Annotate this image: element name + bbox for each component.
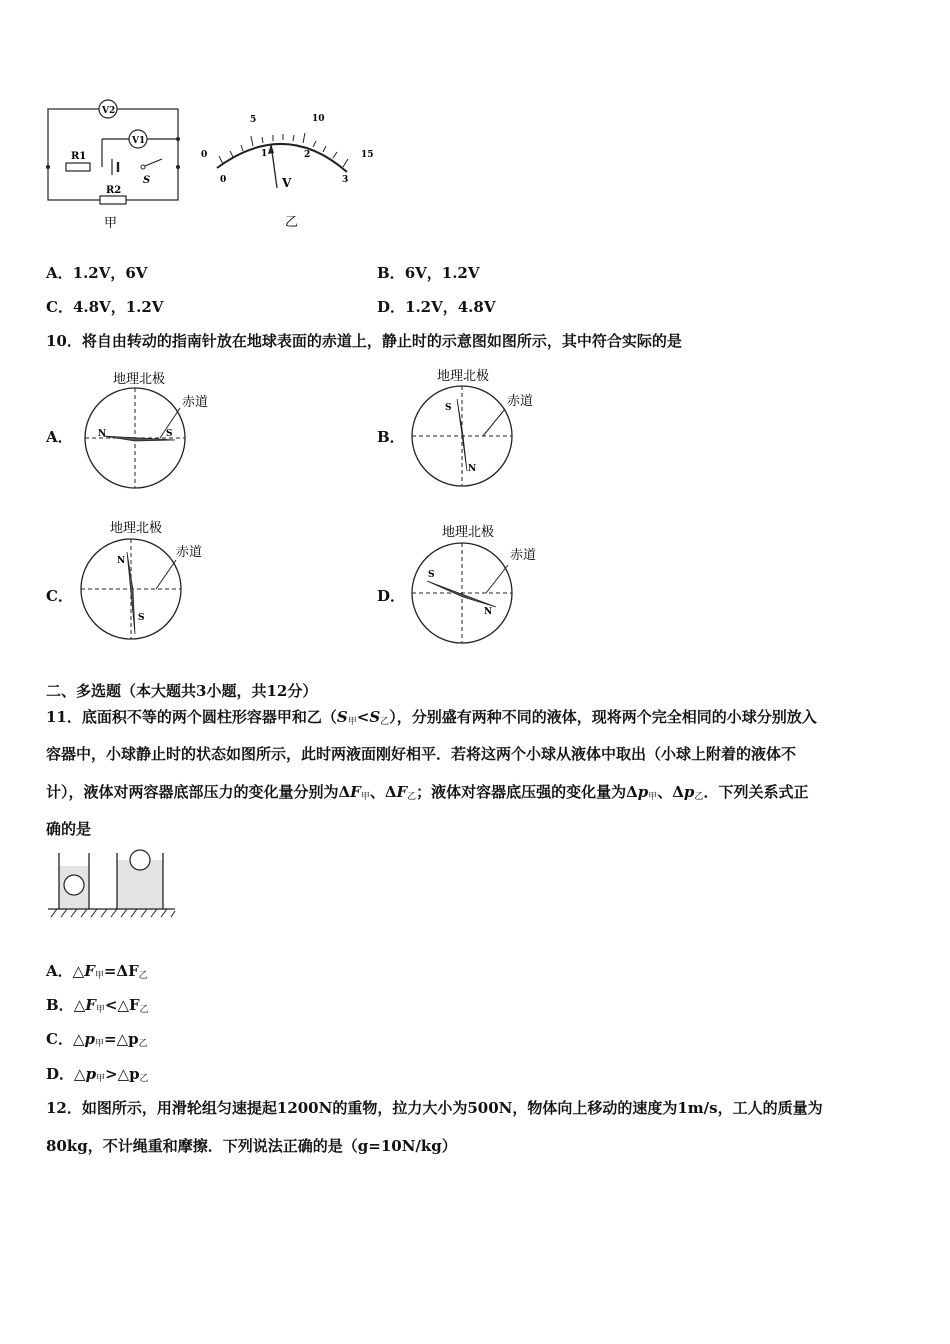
inner-tick-2: 2 [304, 150, 311, 160]
needle-n: N [98, 429, 107, 439]
inner-tick-3: 3 [342, 175, 349, 185]
needle-s: S [445, 403, 452, 413]
compass-needle [427, 581, 496, 607]
sub-jia: 甲 [360, 792, 370, 802]
q11-option-a[interactable] [46, 960, 148, 981]
q10-figure-d[interactable] [408, 521, 558, 651]
outer-tick-10: 10 [312, 114, 325, 124]
sub-jia: 甲 [95, 1039, 105, 1049]
label-r2: R2 [106, 185, 122, 196]
q10-option-d-letter[interactable]: D． [377, 587, 406, 605]
needle-n: N [117, 556, 126, 566]
q10-stem: 10．将自由转动的指南针放在地球表面的赤道上，静止时的示意图如图所示，其中符合实际的是 [46, 332, 682, 350]
ball-yi [130, 850, 150, 870]
option-text: 1.2V，6V [72, 264, 148, 282]
option-text: 4.8V，1.2V [72, 298, 164, 316]
sub-jia: 甲 [95, 1005, 105, 1015]
sub-yi: 乙 [139, 1005, 149, 1015]
relation: <△F [104, 996, 140, 1014]
q11-text: 11．底面积不等的两个圆柱形容器甲和乙（ [46, 708, 337, 726]
option-letter: B． [377, 264, 405, 282]
circuit-diagram [40, 95, 200, 235]
sub-jia: 甲 [94, 971, 104, 981]
needle-s: S [428, 570, 435, 580]
q11-stem-line2: 容器中，小球静止时的状态如图所示，此时两液面刚好相平．若将这两个小球从液体中取出（小球上附着的液体不 [46, 745, 797, 763]
sub-jia: 甲 [96, 1074, 106, 1084]
option-letter: D． [46, 1065, 75, 1083]
op-lt: < [356, 708, 370, 726]
outer-tick-5: 5 [250, 115, 257, 125]
meter-unit: V [282, 176, 292, 190]
label-v1: V1 [132, 136, 146, 146]
sub-jia: 甲 [347, 717, 357, 727]
option-letter: A． [46, 962, 73, 980]
resistor-r1 [66, 163, 90, 171]
q11-option-c[interactable] [46, 1028, 148, 1049]
pole-label: 地理北极 [437, 369, 490, 384]
pole-label: 地理北极 [442, 525, 495, 540]
var-p: p [683, 783, 695, 801]
sub-yi: 乙 [407, 792, 417, 802]
q10-option-a-letter[interactable]: A． [46, 428, 73, 446]
q11-option-b[interactable] [46, 994, 149, 1015]
inner-tick-0: 0 [220, 175, 227, 185]
needle-n: N [468, 464, 477, 474]
q11-stem-line4: 确的是 [46, 820, 92, 838]
option-letter: C． [46, 298, 73, 316]
relation: =ΔF [103, 962, 139, 980]
q10-option-b-letter[interactable]: B． [377, 428, 405, 446]
q12-stem-line2: 80kg，不计绳重和摩擦．下列说法正确的是（g=10N/kg） [46, 1137, 457, 1155]
delta-symbol: △ [73, 996, 86, 1014]
sub-yi: 乙 [139, 1074, 149, 1084]
voltmeter-dial [195, 110, 380, 235]
var-f: F [396, 783, 408, 801]
q10-figure-b[interactable] [405, 365, 555, 495]
var: F [85, 996, 96, 1014]
var: p [85, 1065, 97, 1083]
label-r1: R1 [71, 151, 87, 162]
q10-figure-c[interactable] [78, 518, 228, 648]
containers-figure [45, 845, 180, 920]
option-letter: D． [377, 298, 406, 316]
q9-option-b[interactable] [377, 262, 480, 283]
resistor-r2 [100, 196, 126, 204]
q9-option-c[interactable] [46, 296, 163, 317]
pole-label: 地理北极 [110, 521, 163, 536]
needle-s: S [166, 429, 173, 439]
equator-label: 赤道 [510, 548, 537, 563]
relation: >△p [105, 1065, 140, 1083]
section-title: 二、多选题（本大题共3小题，共12分） [46, 682, 318, 700]
option-text: 6V，1.2V [404, 264, 480, 282]
var: F [84, 962, 95, 980]
q11-stem-line1 [46, 706, 817, 727]
sub-yi: 乙 [138, 971, 148, 981]
var-s: S [369, 708, 381, 726]
sub-yi: 乙 [380, 717, 390, 727]
option-letter: B． [46, 996, 74, 1014]
var-f: F [350, 783, 361, 801]
option-text: 1.2V，4.8V [405, 298, 496, 316]
sub-yi: 乙 [694, 792, 704, 802]
compass-needle [127, 552, 135, 634]
outer-tick-0: 0 [201, 150, 208, 160]
q11-text: 、Δ [369, 783, 397, 801]
q11-text: ．下列关系式正 [703, 783, 809, 801]
relation: =△p [104, 1030, 139, 1048]
q12-stem-line1: 12．如图所示，用滑轮组匀速提起1200N的重物，拉力大小为500N，物体向上移动的速度为1m/s，工人的质量为 [46, 1099, 823, 1117]
sub-yi: 乙 [138, 1039, 148, 1049]
figure-caption-yi: 乙 [285, 215, 299, 230]
option-letter: C． [46, 1030, 73, 1048]
q11-text: ），分别盛有两种不同的液体，现将两个完全相同的小球分别放入 [389, 708, 817, 726]
inner-tick-1: 1 [261, 149, 268, 159]
var: p [84, 1030, 95, 1048]
label-v2: V2 [102, 106, 116, 116]
q11-text: ；液体对容器底压强的变化量为Δ [416, 783, 638, 801]
var-p: p [637, 783, 649, 801]
q11-text: 计），液体对两容器底部压力的变化量分别为Δ [46, 783, 351, 801]
var-s: S [336, 708, 348, 726]
delta-symbol: △ [72, 962, 85, 980]
q11-option-d[interactable] [46, 1063, 149, 1084]
q11-text: 、Δ [657, 783, 684, 801]
q9-option-a[interactable] [46, 262, 147, 283]
needle-n: N [484, 607, 493, 617]
equator-label: 赤道 [176, 545, 203, 560]
q11-stem-line3 [46, 781, 808, 802]
pole-label: 地理北极 [113, 372, 166, 387]
equator-label: 赤道 [182, 395, 209, 410]
outer-tick-15: 15 [361, 150, 374, 160]
q10-figure-a[interactable] [80, 368, 230, 498]
ball-jia [64, 875, 84, 895]
label-switch: S [143, 175, 151, 186]
figure-caption-jia: 甲 [104, 216, 118, 231]
delta-symbol: △ [72, 1030, 85, 1048]
q10-option-c-letter[interactable]: C． [46, 587, 73, 605]
delta-symbol: △ [74, 1065, 86, 1083]
equator-label: 赤道 [507, 394, 534, 409]
sub-jia: 甲 [648, 792, 658, 802]
option-letter: A． [46, 264, 73, 282]
q9-option-d[interactable] [377, 296, 496, 317]
needle-s: S [138, 613, 145, 623]
